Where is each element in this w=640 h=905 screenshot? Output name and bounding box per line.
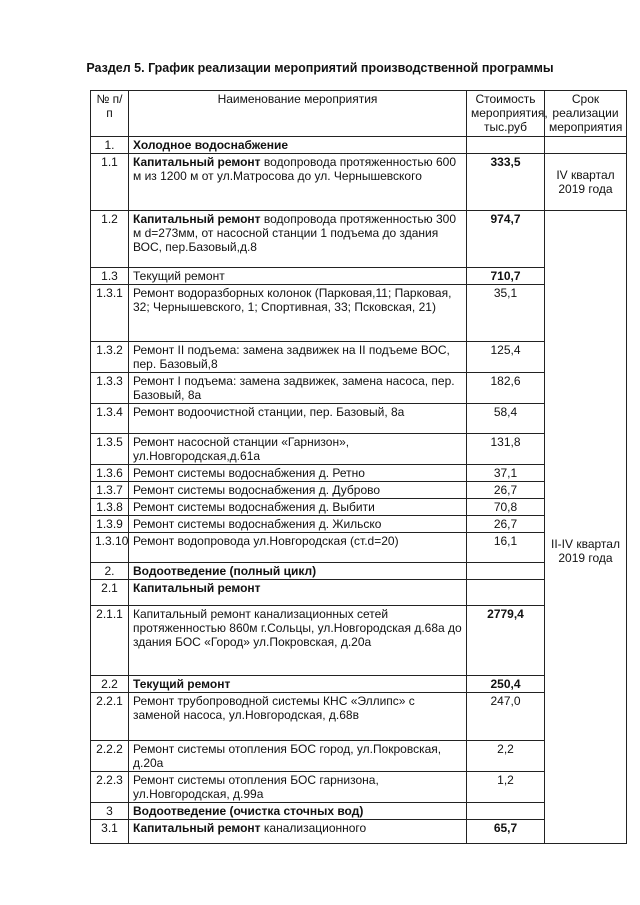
row-number: 1.3.4 — [91, 404, 129, 434]
row-number: 2.2.1 — [91, 693, 129, 741]
row-number: 1.3 — [91, 268, 129, 285]
row-number: 2.1 — [91, 580, 129, 606]
term-cell: II-IV квартал 2019 года — [545, 211, 627, 844]
row-name — [129, 772, 467, 803]
row-cost — [467, 563, 545, 580]
row-name-text: Текущий ремонт — [133, 269, 225, 283]
row-number: 1.3.8 — [91, 499, 129, 516]
row-name-bold: Водоотведение (полный цикл) — [133, 564, 317, 578]
row-name-text: Ремонт водопровода ул.Новгородская (ст.d=20) — [133, 534, 399, 548]
header-num: № п/п — [91, 91, 129, 137]
row-number: 2. — [91, 563, 129, 580]
row-name — [129, 606, 467, 676]
row-number: 1.3.3 — [91, 373, 129, 404]
row-cost: 26,7 — [467, 482, 545, 499]
row-name — [129, 137, 467, 154]
row-cost — [467, 137, 545, 154]
row-cost: 65,7 — [467, 820, 545, 844]
row-number: 1.3.10 — [91, 533, 129, 563]
row-cost: 58,4 — [467, 404, 545, 434]
row-name-text: Ремонт трубопроводной системы КНС «Эллипс» с заменой насоса, ул.Новгородская, д.68в — [133, 694, 415, 722]
row-name — [129, 154, 467, 211]
row-name — [129, 820, 467, 844]
row-name-text: Капитальный ремонт канализационных сетей протяженностью 860м г.Сольцы, ул.Новгородская д.68а до здания БОС «Город» ул.Покровская, д.20а — [133, 607, 462, 649]
row-name-bold: Капитальный ремонт — [133, 821, 261, 835]
row-name — [129, 404, 467, 434]
table-row — [91, 154, 627, 211]
row-cost: 37,1 — [467, 465, 545, 482]
row-name — [129, 676, 467, 693]
row-name — [129, 693, 467, 741]
row-name — [129, 580, 467, 606]
row-name — [129, 516, 467, 533]
row-cost — [467, 803, 545, 820]
row-name-bold: Капитальный ремонт — [133, 212, 261, 226]
row-name-text: Ремонт водоразборных колонок (Парковая,11; Парковая, 32; Чернышевского, 1; Спортивная, 33; Псковская, 21) — [133, 286, 452, 314]
row-name-bold: Капитальный ремонт — [133, 155, 261, 169]
row-name-text: Ремонт системы отопления БОС город, ул.Покровская, д.20а — [133, 742, 442, 770]
table-header-row — [91, 91, 627, 137]
row-number: 3.1 — [91, 820, 129, 844]
row-cost: 70,8 — [467, 499, 545, 516]
row-number: 1.3.9 — [91, 516, 129, 533]
row-number: 1.2 — [91, 211, 129, 268]
row-number: 1.3.1 — [91, 285, 129, 342]
row-cost: 131,8 — [467, 434, 545, 465]
row-name — [129, 499, 467, 516]
table-row — [91, 137, 627, 154]
row-cost: 247,0 — [467, 693, 545, 741]
term-empty — [545, 137, 627, 154]
row-name — [129, 342, 467, 373]
header-term: Срок реализации мероприятия — [545, 91, 627, 137]
row-name — [129, 741, 467, 772]
row-cost: 1,2 — [467, 772, 545, 803]
row-number: 2.2.2 — [91, 741, 129, 772]
row-name — [129, 465, 467, 482]
row-name — [129, 434, 467, 465]
row-name-bold: Текущий ремонт — [133, 677, 231, 691]
row-cost: 333,5 — [467, 154, 545, 211]
header-cost: Стоимость мероприятия, тыс.руб — [467, 91, 545, 137]
row-name-text: Ремонт системы водоснабжения д. Выбити — [133, 500, 375, 514]
row-name-text: Ремонт системы отопления БОС гарнизона, ул.Новгородская, д.99а — [133, 773, 379, 801]
row-name-text: Ремонт системы водоснабжения д. Жильско — [133, 517, 382, 531]
page-title: Раздел 5. График реализации мероприятий производственной программы — [86, 61, 554, 75]
row-name-text: Ремонт системы водоснабжения д. Дуброво — [133, 483, 381, 497]
row-name-bold: Водоотведение (очистка сточных вод) — [133, 804, 364, 818]
row-name — [129, 285, 467, 342]
row-cost: 250,4 — [467, 676, 545, 693]
row-name-bold: Холодное водоснабжение — [133, 138, 289, 152]
row-name-text: водопровода протяженностью 300 м d=273мм, от насосной станции 1 подъема до здания ВОС, пер.Базовый,д.8 — [133, 212, 457, 254]
row-cost: 974,7 — [467, 211, 545, 268]
row-cost: 2779,4 — [467, 606, 545, 676]
row-number: 3 — [91, 803, 129, 820]
row-name-text: канализационного — [260, 821, 367, 835]
row-name — [129, 533, 467, 563]
row-number: 2.1.1 — [91, 606, 129, 676]
row-number: 2.2 — [91, 676, 129, 693]
schedule-table — [90, 90, 627, 844]
row-number: 1.3.7 — [91, 482, 129, 499]
row-number: 1.3.5 — [91, 434, 129, 465]
row-cost: 2,2 — [467, 741, 545, 772]
row-number: 2.2.3 — [91, 772, 129, 803]
row-name — [129, 803, 467, 820]
row-number: 1.3.2 — [91, 342, 129, 373]
row-number: 1. — [91, 137, 129, 154]
row-name-text: Ремонт водоочистной станции, пер. Базовый, 8а — [133, 405, 405, 419]
row-name-text: Ремонт II подъема: замена задвижек на II подъеме ВОС, пер. Базовый,8 — [133, 343, 450, 371]
row-number: 1.1 — [91, 154, 129, 211]
term-cell: IV квартал 2019 года — [545, 154, 627, 211]
row-number: 1.3.6 — [91, 465, 129, 482]
row-name — [129, 482, 467, 499]
row-name-bold: Капитальный ремонт — [133, 581, 261, 595]
row-name-text: Ремонт насосной станции «Гарнизон», ул.Новгородская,д.61а — [133, 435, 350, 463]
row-name — [129, 563, 467, 580]
row-cost: 26,7 — [467, 516, 545, 533]
row-name — [129, 268, 467, 285]
table-row — [91, 211, 627, 268]
row-name — [129, 211, 467, 268]
row-cost: 16,1 — [467, 533, 545, 563]
header-name: Наименование мероприятия — [129, 91, 467, 137]
row-cost: 35,1 — [467, 285, 545, 342]
row-cost: 125,4 — [467, 342, 545, 373]
row-cost — [467, 580, 545, 606]
row-name-text: Ремонт системы водоснабжения д. Ретно — [133, 466, 365, 480]
row-name-text: Ремонт I подъема: замена задвижек, замена насоса, пер. Базовый, 8а — [133, 374, 455, 402]
row-cost: 710,7 — [467, 268, 545, 285]
row-cost: 182,6 — [467, 373, 545, 404]
row-name-text: водопровода протяженностью 600 м из 1200 м от ул.Матросова до ул. Чернышевского — [133, 155, 457, 183]
row-name — [129, 373, 467, 404]
